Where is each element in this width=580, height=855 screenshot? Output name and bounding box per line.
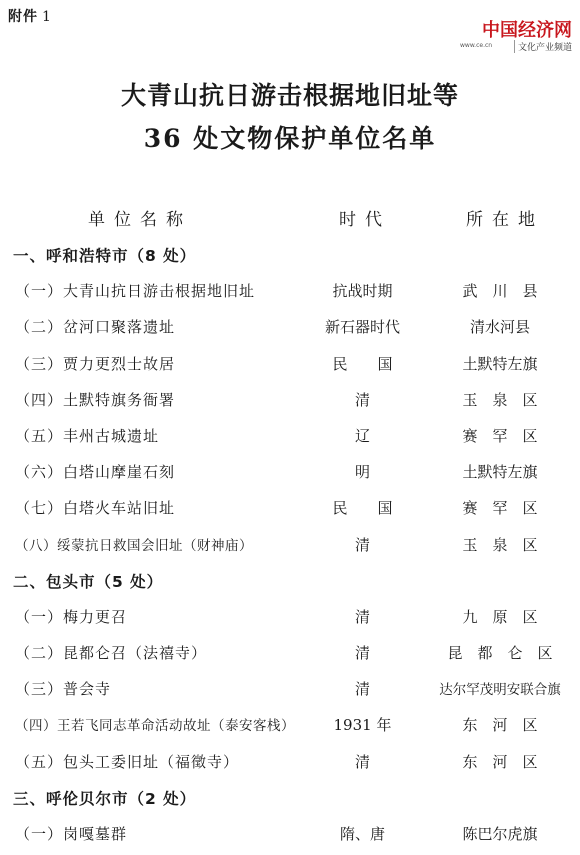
list-item	[0, 602, 580, 638]
heritage-list	[0, 240, 580, 855]
section-title: 三、呼伦贝尔市（2 处）	[13, 789, 197, 808]
site-location: 武 川 县	[462, 282, 538, 301]
list-item	[0, 421, 580, 457]
list-item	[0, 747, 580, 783]
site-era: 清	[354, 390, 370, 409]
site-name: （一）梅力更召	[15, 607, 128, 626]
site-name: （四）王若飞同志革命活动故址（泰安客栈）	[15, 718, 295, 735]
site-location: 昆 都 仑 区	[447, 644, 553, 663]
site-name: （四）土默特旗务衙署	[15, 390, 176, 409]
site-name: （七）白塔火车站旧址	[15, 499, 176, 518]
site-name: （三）普会寺	[15, 680, 112, 699]
site-name: （一）岗嘎墓群	[15, 825, 128, 843]
site-era: 新石器时代	[324, 318, 400, 337]
attachment-text: 附件	[8, 9, 38, 25]
attachment-number: 1	[42, 9, 52, 25]
site-location: 达尔罕茂明安联合旗	[439, 682, 561, 699]
site-era: 民 国	[332, 354, 393, 373]
list-item	[0, 710, 580, 746]
section-heading	[0, 566, 580, 602]
section-title: 二、包头市（5 处）	[13, 572, 164, 591]
site-name: （五）包头工委旧址（福徵寺）	[15, 752, 240, 771]
site-name: （六）白塔山摩崖石刻	[15, 463, 176, 482]
list-item	[0, 819, 580, 855]
header-location: 所在地	[466, 210, 544, 230]
site-location: 东 河 区	[462, 752, 538, 771]
site-era: 清	[354, 607, 370, 626]
list-item	[0, 530, 580, 566]
site-era: 清	[354, 535, 370, 554]
site-location: 土默特左旗	[462, 354, 538, 373]
site-location: 玉 泉 区	[462, 535, 538, 554]
list-item	[0, 276, 580, 312]
logo-url: www.ce.cn	[460, 42, 493, 49]
site-era: 辽	[354, 426, 370, 445]
site-name: （五）丰州古城遗址	[15, 426, 160, 445]
site-location: 赛 罕 区	[462, 426, 538, 445]
site-location: 玉 泉 区	[462, 390, 538, 409]
site-era: 清	[354, 752, 370, 771]
site-location: 九 原 区	[462, 607, 538, 626]
attachment-label	[8, 6, 52, 26]
site-era: 清	[354, 644, 370, 663]
site-era: 明	[354, 463, 370, 482]
site-era: 抗战时期	[332, 282, 393, 301]
site-name: （二）昆都仑召（法禧寺）	[15, 644, 208, 663]
site-name: （二）岔河口聚落遗址	[15, 318, 176, 337]
list-item	[0, 349, 580, 385]
list-item	[0, 457, 580, 493]
site-era: 清	[354, 680, 370, 699]
header-era: 时代	[339, 210, 391, 230]
table-header	[0, 205, 580, 229]
document-title-line2: 36 处文物保护单位名单	[143, 124, 437, 153]
site-name: （一）大青山抗日游击根据地旧址	[15, 282, 256, 301]
document-title-line1: 大青山抗日游击根据地旧址等	[120, 81, 459, 110]
site-era: 民 国	[332, 499, 393, 518]
site-name: （八）绥蒙抗日救国会旧址（财神庙）	[15, 537, 253, 554]
list-item	[0, 312, 580, 348]
site-location: 赛 罕 区	[462, 499, 538, 518]
list-item	[0, 385, 580, 421]
list-item	[0, 674, 580, 710]
site-location: 东 河 区	[462, 716, 538, 735]
section-title: 一、呼和浩特市（8 处）	[13, 247, 197, 265]
header-name: 单位名称	[88, 210, 192, 230]
site-era: 隋、唐	[339, 825, 385, 843]
site-location: 清水河县	[469, 318, 530, 337]
site-era: 1931 年	[333, 716, 392, 735]
section-heading	[0, 240, 580, 276]
logo-brand: 中国经济网	[482, 20, 572, 41]
list-item	[0, 493, 580, 529]
section-heading	[0, 783, 580, 819]
site-location: 土默特左旗	[462, 463, 538, 482]
list-item	[0, 638, 580, 674]
site-logo	[460, 16, 572, 58]
logo-channel: 文化产业频道	[514, 40, 572, 53]
site-name: （三）贾力更烈士故居	[15, 354, 176, 373]
site-location: 陈巴尔虎旗	[462, 825, 538, 843]
